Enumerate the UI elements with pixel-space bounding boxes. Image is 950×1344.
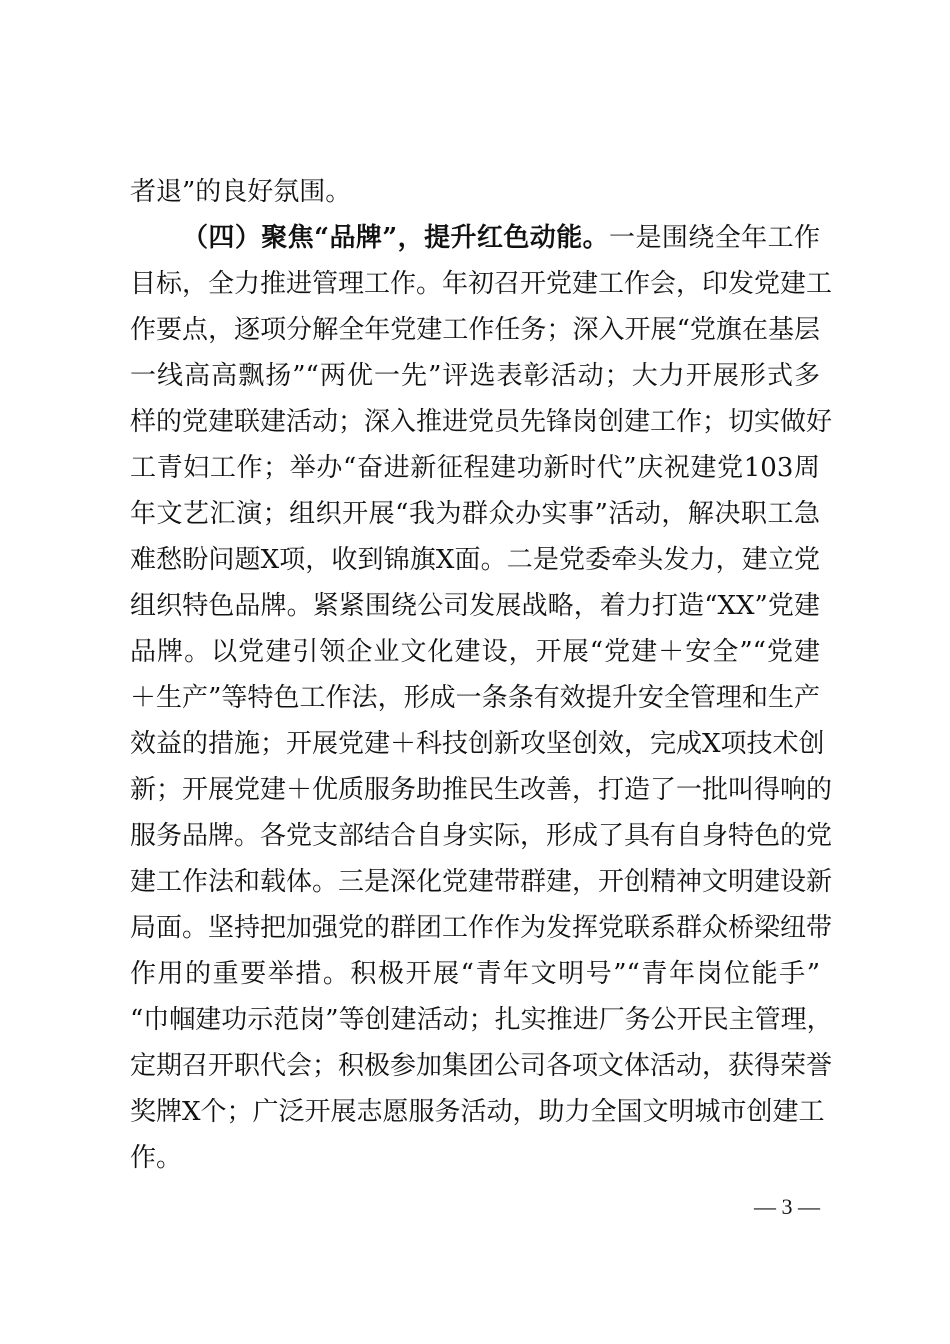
- paragraph-line: 品牌。以党建引领企业文化建设，开展“党建＋安全”“党建: [130, 637, 820, 667]
- paragraph-line: 服务品牌。各党支部结合自身实际，形成了具有自身特色的党: [130, 821, 833, 851]
- paragraph-line: 难愁盼问题X项，收到锦旗X面。二是党委牵头发力，建立党: [130, 545, 820, 575]
- paragraph-line: 局面。坚持把加强党的群团工作作为发挥党联系群众桥梁纽带: [130, 913, 833, 943]
- previous-paragraph-ending: 者退”的良好氛围。: [130, 177, 352, 207]
- paragraph-line: “巾帼建功示范岗”等创建活动；扎实推进厂务公开民主管理，: [130, 1005, 833, 1035]
- paragraph-line: 目标，全力推进管理工作。年初召开党建工作会，印发党建工: [130, 269, 833, 299]
- paragraph-line: 工青妇工作；举办“奋进新征程建功新时代”庆祝建党103周: [130, 453, 820, 483]
- paragraph-line: 一线高高飘扬”“两优一先”评选表彰活动；大力开展形式多: [130, 361, 820, 391]
- paragraph-line: 新；开展党建＋优质服务助推民生改善，打造了一批叫得响的: [130, 775, 833, 805]
- paragraph-line: ＋生产”等特色工作法，形成一条条有效提升安全管理和生产: [130, 683, 820, 713]
- paragraph-line: 作要点，逐项分解全年党建工作任务；深入开展“党旗在基层: [130, 315, 820, 345]
- paragraph-text: 一是围绕全年工作: [609, 223, 820, 253]
- paragraph-line: 定期召开职代会；积极参加集团公司各项文体活动，获得荣誉: [130, 1051, 833, 1081]
- paragraph-line: 建工作法和载体。三是深化党建带群建，开创精神文明建设新: [130, 867, 833, 897]
- section-first-line: [182, 220, 820, 256]
- paragraph-line: 奖牌X个；广泛开展志愿服务活动，助力全国文明城市创建工: [130, 1097, 825, 1127]
- paragraph-line: 组织特色品牌。紧紧围绕公司发展战略，着力打造“XX”党建: [130, 591, 820, 621]
- paragraph-line: 效益的措施；开展党建＋科技创新攻坚创效，完成X项技术创: [130, 729, 825, 759]
- paragraph-line: 年文艺汇演；组织开展“我为群众办实事”活动，解决职工急: [130, 499, 820, 529]
- page-number: — 3 —: [754, 1194, 820, 1219]
- paragraph-line: 样的党建联建活动；深入推进党员先锋岗创建工作；切实做好: [130, 407, 833, 437]
- paragraph-line: 作。: [130, 1143, 183, 1173]
- section-heading: （四）聚焦“品牌”，提升红色动能。: [182, 223, 610, 253]
- paragraph-line: 作用的重要举措。积极开展“青年文明号”“青年岗位能手”: [130, 959, 820, 989]
